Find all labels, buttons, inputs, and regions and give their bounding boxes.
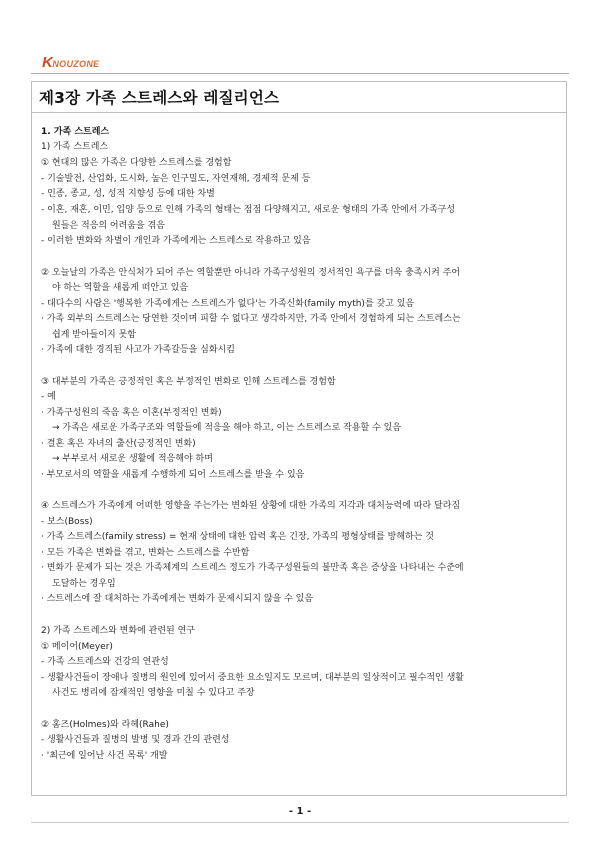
content-line: · 스트레스에 잘 대처하는 가족에게는 변화가 문제시되지 않을 수 있음 [41, 594, 314, 604]
logo-wordmark: NOUZONE [52, 59, 100, 69]
content-line: ③ 대부분의 가족은 긍정적인 혹은 부정적인 변화로 인해 스트레스를 경험함 [41, 377, 336, 387]
content-line: 쉽게 받아들이지 못함 [52, 330, 136, 340]
content-line: · '최근에 일어난 사건 목록' 개발 [41, 751, 168, 761]
content-line: → 부부로서 새로운 생활에 적응해야 하며 [52, 454, 213, 464]
chapter-title-box [31, 81, 567, 113]
chapter-title: 제3장 가족 스트레스와 레질리언스 [39, 89, 280, 107]
section-heading: 1. 가족 스트레스 [41, 127, 110, 137]
content-box [31, 112, 567, 796]
content-line: · 가족 스트레스(family stress) = 현재 상태에 대한 압력 혹은 긴장, 가족의 평형상태를 방해하는 것 [41, 532, 434, 542]
content-line: · 부모로서의 역할을 새롭게 수행하게 되어 스트레스를 받을 수 있음 [41, 470, 305, 480]
content-line: - 생활사건들과 질병의 발병 및 경과 간의 관련성 [41, 735, 230, 745]
content-line: - 생활사건들이 장애나 질병의 원인에 있어서 중요한 요소일지도 모르며, 대부분의 일상적이고 필수적인 생활 [41, 673, 464, 683]
footer-divider [31, 822, 569, 823]
header-divider [31, 73, 569, 74]
content-line: 1) 가족 스트레스 [41, 142, 109, 152]
content-line: · 결혼 혹은 자녀의 출산(긍정적인 변화) [41, 439, 196, 449]
content-line: - 대다수의 사람은 '행복한 가족에게는 스트레스가 없다'는 가족신화(family myth)를 갖고 있음 [41, 299, 415, 309]
content-line: · 모든 가족은 변화를 겪고, 변화는 스트레스를 수반함 [41, 548, 250, 558]
content-line: ④ 스트레스가 가족에게 어떠한 영향을 주는가는 변화된 상황에 대한 가족의 지각과 대처능력에 따라 달라짐 [41, 501, 461, 511]
content-line: → 가족은 새로운 가족구조와 역할들에 적응을 해야 하고, 이는 스트레스로 작용할 수 있음 [52, 423, 402, 433]
content-line: - 가족 스트레스와 건강의 연관성 [41, 657, 169, 667]
content-line: · 가족구성원의 죽음 혹은 이혼(부정적인 변화) [41, 408, 222, 418]
content-line: - 예 [41, 392, 56, 402]
content-line: ① 메이어(Meyer) [41, 642, 113, 652]
content-line: - 기술발전, 산업화, 도시화, 높은 인구밀도, 자연재해, 경제적 문제 등 [41, 174, 311, 184]
content-line: · 변화가 문제가 되는 것은 가족체계의 스트레스 정도가 가족구성원들의 불만족 혹은 증상을 나타내는 수준에 [41, 563, 464, 573]
content-line: - 보스(Boss) [41, 517, 93, 527]
content-line: 사건도 병리에 잠재적인 영향을 미칠 수 있다고 주장 [52, 688, 255, 698]
content-line: ① 현대의 많은 가족은 다양한 스트레스를 경험함 [41, 158, 232, 168]
content-line: - 인종, 종교, 성, 성적 지향성 등에 대한 차별 [41, 189, 215, 199]
page-number: - 1 - [288, 806, 312, 817]
knouzone-logo [42, 56, 99, 70]
content-line: 야 하는 역할을 새롭게 떠안고 있음 [52, 283, 189, 293]
content-line: 도달하는 경우임 [52, 579, 116, 589]
content-line: · 가족에 대한 경직된 사고가 가족갈등을 심화시킴 [41, 345, 235, 355]
logo-letter-k: K [42, 54, 53, 71]
content-line: ② 오늘날의 가족은 안식처가 되어 주는 역할뿐만 아니라 가족구성원의 정서적인 욕구를 더욱 충족시켜 주어 [41, 268, 461, 278]
content-line: 원들은 적응의 어려움을 겪음 [52, 221, 165, 231]
content-line: ② 홈즈(Holmes)와 라헤(Rahe) [41, 720, 169, 730]
content-line: - 이혼, 재혼, 이민, 입양 등으로 인해 가족의 형태는 점점 다양해지고, 새로운 형태의 가족 안에서 가족구성 [41, 205, 456, 215]
content-line: 2) 가족 스트레스와 변화에 관련된 연구 [41, 626, 195, 636]
content-line: · 가족 외부의 스트레스는 당연한 것이며 피할 수 없다고 생각하지만, 가족 안에서 경험하게 되는 스트레스는 [41, 314, 461, 324]
content-line: - 이러한 변화와 차별이 개인과 가족에게는 스트레스로 작용하고 있음 [41, 236, 311, 246]
